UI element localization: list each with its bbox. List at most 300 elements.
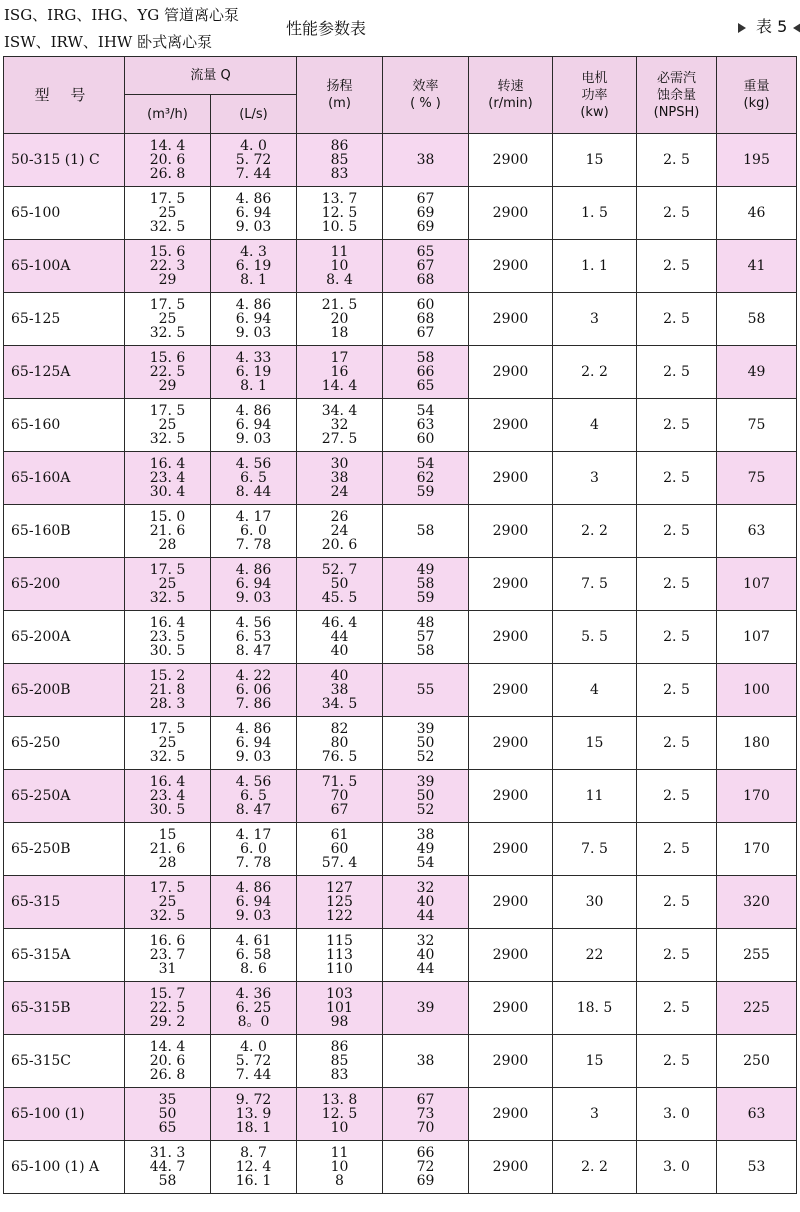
- cell-flow-ls-value: 18. 1: [235, 1120, 272, 1136]
- col-npsh-label-2: 蚀余量: [656, 87, 696, 103]
- cell-head: [297, 505, 383, 558]
- cell-model: 65-315C: [4, 1035, 125, 1088]
- col-power-label-1: 电机: [581, 70, 608, 86]
- arrow-left-icon: [793, 23, 800, 33]
- cell-flow-m3h: [125, 664, 211, 717]
- table-row: [4, 1088, 797, 1141]
- cell-flow-m3h-value: 20. 6: [149, 152, 186, 168]
- cell-flow-ls-value: 4. 3: [240, 244, 267, 260]
- cell-flow-m3h-value: 29: [158, 378, 177, 394]
- cell-flow-ls: [211, 982, 297, 1035]
- cell-efficiency-value: 65: [416, 244, 435, 260]
- cell-flow-m3h: [125, 770, 211, 823]
- cell-flow-ls-value: 8. 1: [240, 272, 267, 288]
- cell-power: 2. 2: [553, 1141, 637, 1194]
- col-npsh-unit: (NPSH): [653, 104, 700, 120]
- cell-weight: 170: [717, 770, 797, 823]
- table-header: [4, 57, 797, 134]
- table-row: [4, 293, 797, 346]
- col-npsh-label-1: 必需汽: [656, 70, 696, 86]
- cell-head-value: 32: [330, 417, 349, 433]
- cell-speed: 2900: [469, 452, 553, 505]
- cell-flow-ls-value: 4. 17: [235, 509, 272, 525]
- cell-flow-ls: [211, 346, 297, 399]
- cell-npsh: 3. 0: [637, 1088, 717, 1141]
- cell-power: 1. 1: [553, 240, 637, 293]
- series-line-2: ISW、IRW、IHW 卧式离心泵: [4, 33, 213, 51]
- cell-power: 4: [553, 664, 637, 717]
- cell-flow-ls-value: 6. 94: [235, 417, 272, 433]
- cell-speed: 2900: [469, 664, 553, 717]
- cell-model: 65-315B: [4, 982, 125, 1035]
- cell-flow-ls-value: 6. 19: [235, 258, 272, 274]
- cell-head-value: 103: [326, 986, 353, 1002]
- cell-efficiency: [383, 452, 469, 505]
- cell-flow-ls-value: 6. 94: [235, 205, 272, 221]
- cell-efficiency-value: 67: [416, 258, 435, 274]
- cell-power: 18. 5: [553, 982, 637, 1035]
- cell-flow-ls-value: 4. 86: [235, 880, 272, 896]
- cell-efficiency-value: 38: [416, 152, 435, 168]
- cell-flow-ls: [211, 187, 297, 240]
- cell-efficiency-value: 68: [416, 272, 435, 288]
- cell-flow-ls-value: 6. 19: [235, 364, 272, 380]
- cell-flow-m3h-value: 17. 5: [149, 191, 186, 207]
- cell-flow-ls-value: 5. 72: [235, 1053, 272, 1069]
- cell-efficiency-value: 70: [416, 1120, 435, 1136]
- cell-flow-m3h-value: 25: [158, 735, 177, 751]
- cell-flow-ls-value: 9. 03: [235, 749, 272, 765]
- cell-flow-ls: [211, 717, 297, 770]
- cell-head-value: 14. 4: [321, 378, 358, 394]
- cell-efficiency-value: 66: [416, 364, 435, 380]
- cell-npsh: 2. 5: [637, 134, 717, 187]
- cell-flow-m3h: [125, 717, 211, 770]
- cell-efficiency-value: 57: [416, 629, 435, 645]
- table-row: [4, 346, 797, 399]
- cell-efficiency: [383, 929, 469, 982]
- cell-weight: 46: [717, 187, 797, 240]
- col-power-unit: (kw): [580, 104, 609, 120]
- cell-npsh: 2. 5: [637, 664, 717, 717]
- cell-head: [297, 876, 383, 929]
- cell-power: 22: [553, 929, 637, 982]
- cell-speed: 2900: [469, 876, 553, 929]
- cell-head-value: 10. 5: [321, 219, 358, 235]
- cell-head-value: 21. 5: [321, 297, 358, 313]
- cell-flow-m3h-value: 17. 5: [149, 562, 186, 578]
- cell-efficiency-value: 69: [416, 205, 435, 221]
- cell-flow-m3h-value: 25: [158, 205, 177, 221]
- cell-efficiency-value: 44: [416, 908, 435, 924]
- cell-flow-ls: [211, 1035, 297, 1088]
- cell-efficiency-value: 32: [416, 933, 435, 949]
- cell-flow-ls-value: 6. 5: [240, 788, 267, 804]
- cell-flow-ls-value: 6. 5: [240, 470, 267, 486]
- cell-flow-m3h-value: 35: [158, 1092, 177, 1108]
- cell-speed: 2900: [469, 399, 553, 452]
- cell-flow-ls-value: 12. 4: [235, 1159, 272, 1175]
- cell-weight: 320: [717, 876, 797, 929]
- cell-efficiency-value: 49: [416, 562, 435, 578]
- cell-flow-m3h-value: 21. 6: [149, 523, 186, 539]
- cell-flow-m3h-value: 16. 4: [149, 456, 186, 472]
- cell-flow-m3h-value: 50: [158, 1106, 177, 1122]
- cell-efficiency-value: 38: [416, 1053, 435, 1069]
- cell-head-value: 10: [330, 258, 349, 274]
- cell-power: 11: [553, 770, 637, 823]
- cell-npsh: 2. 5: [637, 876, 717, 929]
- cell-efficiency-value: 69: [416, 219, 435, 235]
- cell-head-value: 45. 5: [321, 590, 358, 606]
- cell-power: 3: [553, 293, 637, 346]
- cell-power: 3: [553, 1088, 637, 1141]
- cell-speed: 2900: [469, 293, 553, 346]
- col-power-label-2: 功率: [581, 87, 608, 103]
- cell-head-value: 46. 4: [321, 615, 358, 631]
- cell-flow-m3h-value: 29: [158, 272, 177, 288]
- table-row: [4, 876, 797, 929]
- arrow-right-icon: [738, 23, 746, 33]
- cell-head-value: 10: [330, 1120, 349, 1136]
- cell-model: 65-100: [4, 187, 125, 240]
- cell-flow-ls-value: 6. 0: [240, 523, 267, 539]
- cell-head: [297, 399, 383, 452]
- cell-speed: 2900: [469, 929, 553, 982]
- col-head-label: 扬程: [326, 79, 353, 94]
- cell-head-value: 34. 4: [321, 403, 358, 419]
- cell-head: [297, 1141, 383, 1194]
- cell-flow-m3h: [125, 240, 211, 293]
- cell-flow-m3h: [125, 452, 211, 505]
- cell-flow-m3h: [125, 346, 211, 399]
- cell-efficiency: [383, 1141, 469, 1194]
- cell-head-value: 115: [326, 933, 353, 949]
- cell-speed: 2900: [469, 1141, 553, 1194]
- cell-efficiency-value: 55: [416, 682, 435, 698]
- cell-flow-ls: [211, 399, 297, 452]
- cell-head-value: 80: [330, 735, 349, 751]
- cell-flow-m3h-value: 15. 6: [149, 350, 186, 366]
- col-efficiency-label: 效率: [412, 79, 439, 94]
- cell-efficiency-value: 39: [416, 1000, 435, 1016]
- cell-head: [297, 346, 383, 399]
- cell-head-value: 127: [326, 880, 353, 896]
- cell-flow-m3h-value: 30. 5: [149, 643, 186, 659]
- cell-efficiency-value: 73: [416, 1106, 435, 1122]
- col-flow-ls: (L/s): [211, 95, 297, 134]
- cell-flow-m3h-value: 14. 4: [149, 138, 186, 154]
- cell-head-value: 38: [330, 682, 349, 698]
- cell-flow-m3h-value: 58: [158, 1173, 177, 1189]
- cell-flow-m3h-value: 15: [158, 827, 177, 843]
- cell-flow-m3h-value: 25: [158, 311, 177, 327]
- table-row: [4, 929, 797, 982]
- cell-efficiency-value: 67: [416, 325, 435, 341]
- cell-flow-m3h-value: 16. 4: [149, 774, 186, 790]
- cell-flow-ls-value: 8. 7: [240, 1145, 267, 1161]
- cell-efficiency-value: 49: [416, 841, 435, 857]
- cell-efficiency: [383, 187, 469, 240]
- cell-flow-m3h-value: 21. 6: [149, 841, 186, 857]
- cell-model: 65-200: [4, 558, 125, 611]
- cell-flow-ls-value: 8. 44: [235, 484, 272, 500]
- col-efficiency-unit: ( % ): [410, 96, 441, 111]
- cell-flow-m3h-value: 44. 7: [149, 1159, 186, 1175]
- cell-head-value: 82: [330, 721, 349, 737]
- cell-flow-m3h-value: 20. 6: [149, 1053, 186, 1069]
- cell-flow-ls-value: 6. 58: [235, 947, 272, 963]
- cell-head-value: 57. 4: [321, 855, 358, 871]
- cell-flow-ls-value: 8. 6: [240, 961, 267, 977]
- cell-flow-m3h-value: 16. 6: [149, 933, 186, 949]
- cell-flow-m3h: [125, 611, 211, 664]
- cell-flow-m3h-value: 15. 7: [149, 986, 186, 1002]
- cell-efficiency-value: 58: [416, 643, 435, 659]
- col-power: [553, 57, 637, 134]
- cell-head-value: 122: [326, 908, 353, 924]
- cell-flow-m3h: [125, 823, 211, 876]
- cell-head: [297, 134, 383, 187]
- cell-flow-ls-value: 4. 56: [235, 456, 272, 472]
- cell-efficiency-value: 66: [416, 1145, 435, 1161]
- table-row: [4, 823, 797, 876]
- cell-efficiency-value: 62: [416, 470, 435, 486]
- cell-efficiency-value: 39: [416, 721, 435, 737]
- cell-head-value: 8: [335, 1173, 344, 1189]
- cell-weight: 63: [717, 505, 797, 558]
- cell-flow-ls-value: 16. 1: [235, 1173, 272, 1189]
- cell-npsh: 2. 5: [637, 240, 717, 293]
- cell-flow-ls-value: 6. 0: [240, 841, 267, 857]
- table-row: [4, 717, 797, 770]
- cell-power: 3: [553, 452, 637, 505]
- cell-flow-ls-value: 4. 36: [235, 986, 272, 1002]
- cell-flow-ls: [211, 770, 297, 823]
- cell-speed: 2900: [469, 187, 553, 240]
- cell-efficiency-value: 65: [416, 378, 435, 394]
- table-row: [4, 1141, 797, 1194]
- cell-weight: 255: [717, 929, 797, 982]
- cell-head-value: 38: [330, 470, 349, 486]
- cell-flow-ls-value: 4. 22: [235, 668, 272, 684]
- cell-efficiency: [383, 1035, 469, 1088]
- col-flow: 流量 Q: [125, 57, 297, 95]
- cell-power: 7. 5: [553, 823, 637, 876]
- cell-flow-m3h-value: 65: [158, 1120, 177, 1136]
- cell-efficiency: [383, 558, 469, 611]
- cell-head-value: 24: [330, 523, 349, 539]
- cell-npsh: 2. 5: [637, 982, 717, 1035]
- cell-model: 65-315A: [4, 929, 125, 982]
- cell-efficiency-value: 50: [416, 735, 435, 751]
- cell-npsh: 2. 5: [637, 770, 717, 823]
- cell-flow-ls-value: 4. 86: [235, 721, 272, 737]
- cell-efficiency-value: 32: [416, 880, 435, 896]
- cell-speed: 2900: [469, 505, 553, 558]
- cell-head: [297, 452, 383, 505]
- cell-flow-m3h-value: 23. 4: [149, 788, 186, 804]
- cell-flow-ls-value: 6. 94: [235, 576, 272, 592]
- cell-efficiency-value: 39: [416, 774, 435, 790]
- cell-flow-m3h-value: 32. 5: [149, 431, 186, 447]
- cell-speed: 2900: [469, 346, 553, 399]
- cell-weight: 58: [717, 293, 797, 346]
- cell-head-value: 34. 5: [321, 696, 358, 712]
- cell-flow-ls: [211, 823, 297, 876]
- cell-efficiency-value: 58: [416, 576, 435, 592]
- cell-flow-ls: [211, 505, 297, 558]
- col-speed-label: 转速: [497, 79, 524, 94]
- cell-efficiency-value: 44: [416, 961, 435, 977]
- cell-flow-m3h-value: 26. 8: [149, 166, 186, 182]
- cell-weight: 225: [717, 982, 797, 1035]
- cell-flow-m3h: [125, 1088, 211, 1141]
- cell-flow-m3h-value: 22. 5: [149, 364, 186, 380]
- cell-speed: 2900: [469, 717, 553, 770]
- cell-head-value: 70: [330, 788, 349, 804]
- cell-flow-ls-value: 6. 53: [235, 629, 272, 645]
- cell-efficiency-value: 63: [416, 417, 435, 433]
- cell-model: 65-125A: [4, 346, 125, 399]
- cell-flow-ls-value: 8。0: [237, 1014, 270, 1030]
- cell-head-value: 71. 5: [321, 774, 358, 790]
- cell-speed: 2900: [469, 558, 553, 611]
- cell-efficiency-value: 52: [416, 749, 435, 765]
- cell-head: [297, 717, 383, 770]
- cell-npsh: 2. 5: [637, 558, 717, 611]
- cell-flow-m3h-value: 15. 0: [149, 509, 186, 525]
- cell-head-value: 85: [330, 1053, 349, 1069]
- cell-head-value: 12. 5: [321, 205, 358, 221]
- cell-weight: 180: [717, 717, 797, 770]
- cell-head-value: 16: [330, 364, 349, 380]
- cell-flow-m3h-value: 23. 7: [149, 947, 186, 963]
- cell-power: 4: [553, 399, 637, 452]
- cell-flow-m3h: [125, 876, 211, 929]
- col-flow-m3h: (m³/h): [125, 95, 211, 134]
- cell-power: 15: [553, 1035, 637, 1088]
- col-speed-unit: (r/min): [488, 96, 533, 111]
- cell-flow-ls-value: 7. 78: [235, 537, 272, 553]
- cell-head-value: 40: [330, 668, 349, 684]
- cell-flow-m3h-value: 17. 5: [149, 721, 186, 737]
- cell-flow-m3h-value: 22. 3: [149, 258, 186, 274]
- cell-flow-ls-value: 4. 56: [235, 774, 272, 790]
- cell-head-value: 24: [330, 484, 349, 500]
- cell-head-value: 18: [330, 325, 349, 341]
- cell-efficiency-value: 48: [416, 615, 435, 631]
- cell-flow-ls: [211, 558, 297, 611]
- cell-flow-ls-value: 9. 03: [235, 219, 272, 235]
- cell-power: 5. 5: [553, 611, 637, 664]
- cell-model: 65-250B: [4, 823, 125, 876]
- cell-power: 2. 2: [553, 505, 637, 558]
- cell-speed: 2900: [469, 134, 553, 187]
- cell-flow-m3h: [125, 187, 211, 240]
- cell-flow-ls-value: 6. 06: [235, 682, 272, 698]
- cell-efficiency: [383, 823, 469, 876]
- cell-flow-ls-value: 7. 78: [235, 855, 272, 871]
- cell-efficiency: [383, 611, 469, 664]
- cell-power: 15: [553, 134, 637, 187]
- col-model: 型 号: [4, 57, 125, 134]
- cell-weight: 250: [717, 1035, 797, 1088]
- table-row: [4, 505, 797, 558]
- cell-npsh: 2. 5: [637, 823, 717, 876]
- cell-efficiency-value: 52: [416, 802, 435, 818]
- cell-head-value: 60: [330, 841, 349, 857]
- cell-model: 65-125: [4, 293, 125, 346]
- cell-flow-m3h-value: 17. 5: [149, 297, 186, 313]
- cell-power: 2. 2: [553, 346, 637, 399]
- cell-efficiency-value: 67: [416, 191, 435, 207]
- cell-npsh: 2. 5: [637, 929, 717, 982]
- table-reference: [738, 14, 800, 37]
- cell-flow-m3h: [125, 982, 211, 1035]
- cell-flow-m3h-value: 15. 6: [149, 244, 186, 260]
- cell-flow-ls-value: 7. 44: [235, 166, 272, 182]
- performance-table: [3, 56, 797, 1194]
- cell-flow-m3h-value: 28. 3: [149, 696, 186, 712]
- cell-head-value: 101: [326, 1000, 353, 1016]
- cell-weight: 75: [717, 399, 797, 452]
- cell-efficiency: [383, 293, 469, 346]
- cell-flow-ls-value: 4. 61: [235, 933, 272, 949]
- table-row: [4, 664, 797, 717]
- cell-head: [297, 1035, 383, 1088]
- cell-flow-m3h-value: 31: [158, 961, 177, 977]
- cell-head: [297, 240, 383, 293]
- cell-head: [297, 664, 383, 717]
- cell-head-value: 83: [330, 166, 349, 182]
- cell-head-value: 86: [330, 1039, 349, 1055]
- cell-flow-m3h: [125, 293, 211, 346]
- table-row: [4, 982, 797, 1035]
- page-header: [0, 0, 800, 56]
- cell-flow-ls-value: 9. 03: [235, 908, 272, 924]
- cell-flow-ls: [211, 664, 297, 717]
- cell-flow-m3h-value: 23. 4: [149, 470, 186, 486]
- cell-efficiency-value: 59: [416, 484, 435, 500]
- cell-flow-ls: [211, 611, 297, 664]
- cell-flow-m3h: [125, 1035, 211, 1088]
- cell-head: [297, 1088, 383, 1141]
- cell-model: 65-100 (1): [4, 1088, 125, 1141]
- cell-head: [297, 187, 383, 240]
- cell-npsh: 2. 5: [637, 399, 717, 452]
- cell-head: [297, 770, 383, 823]
- cell-efficiency-value: 38: [416, 827, 435, 843]
- cell-power: 1. 5: [553, 187, 637, 240]
- cell-model: 65-100A: [4, 240, 125, 293]
- cell-flow-ls: [211, 1088, 297, 1141]
- cell-flow-m3h-value: 23. 5: [149, 629, 186, 645]
- cell-efficiency-value: 72: [416, 1159, 435, 1175]
- cell-flow-ls-value: 6. 94: [235, 311, 272, 327]
- cell-power: 15: [553, 717, 637, 770]
- cell-speed: 2900: [469, 611, 553, 664]
- cell-efficiency: [383, 399, 469, 452]
- cell-flow-ls: [211, 876, 297, 929]
- col-weight: [717, 57, 797, 134]
- cell-head-value: 83: [330, 1067, 349, 1083]
- cell-flow-ls-value: 13. 9: [235, 1106, 272, 1122]
- cell-model: 65-160B: [4, 505, 125, 558]
- table-body: [4, 134, 797, 1194]
- cell-head-value: 27. 5: [321, 431, 358, 447]
- cell-flow-m3h-value: 32. 5: [149, 590, 186, 606]
